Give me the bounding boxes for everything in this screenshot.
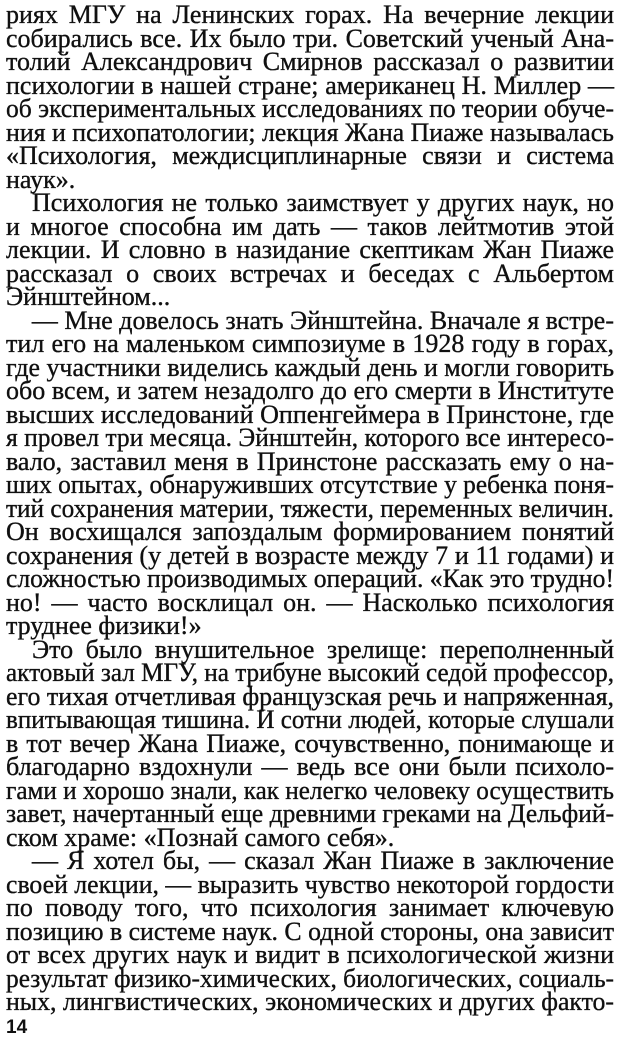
text-line: собирались все. Их было три. Советский ученый Ана-	[6, 23, 614, 53]
text-line: толий Александрович Смирнов рассказал о развитии	[6, 47, 614, 76]
text-line: сохранения (у детей в возрасте между 7 и 11 годами) и	[6, 540, 614, 570]
text-line: Психология не только заимствует у других наук, но	[32, 188, 614, 217]
text-line: впитывающая тишина. И сотни людей, которые слушали	[6, 705, 615, 734]
text-line: Это было внушительное зрелище: переполненный	[32, 634, 614, 664]
text-line: труднее физики!»	[6, 611, 202, 640]
text-line: Эйнштейном...	[6, 282, 171, 311]
text-line: ших опытах, обнаруживших отсутствие у ребенка поня-	[6, 470, 614, 499]
text-line: завет, начертанный еще древними греками на Дельфий-	[6, 799, 615, 828]
text-line: ния и психопатологии; лекция Жана Пиаже называлась	[6, 117, 614, 147]
text-line: рассказал о своих встречах и беседах с Альбертом	[6, 258, 614, 288]
text-line: но! — часто восклицал он. — Насколько психология	[6, 587, 614, 617]
text-line: риях МГУ на Ленинских горах. На вечерние лекции	[6, 0, 614, 29]
text-line: ском храме: «Познай самого себя».	[6, 822, 395, 852]
text-line: своей лекции, — выразить чувство некоторой гордости	[6, 869, 615, 899]
text-line: гами и хорошо знали, как нелегко человеку осуществить	[6, 775, 614, 805]
text-line: в тот вечер Жана Пиаже, сочувственно, понимающе и	[6, 728, 614, 758]
text-line: психологии в нашей стране; американец Н. Миллер —	[6, 70, 614, 100]
text-line: я провел три месяца. Эйнштейн, которого все интересо-	[6, 423, 614, 452]
text-line: от всех других наук и видит в психологической жизни	[6, 940, 614, 969]
text-line: вало, заставил меня в Принстоне рассказать ему о на-	[6, 446, 614, 476]
text-line: об экспериментальных исследованиях по теории обуче-	[6, 94, 615, 123]
text-line: наук».	[6, 164, 76, 194]
text-line: благодарно вздохнули — ведь все они были психоло-	[6, 752, 614, 781]
text-line: тий сохранения материи, тяжести, переменных величин.	[6, 493, 614, 523]
text-line: высших исследований Оппенгеймера в Принстоне, где	[6, 399, 614, 429]
text-line: где участники виделись каждый день и могли говорить	[6, 352, 615, 382]
text-line: его тихая отчетливая французская речь и напряженная,	[6, 681, 615, 711]
text-line: и многое способна им дать — таков лейтмотив этой	[6, 211, 614, 241]
text-line: ных, лингвистических, экономических и других факто-	[6, 987, 615, 1016]
text-line: «Психология, междисциплинарные связи и система	[6, 141, 614, 170]
text-line: результат физико-химических, биологических, социаль-	[6, 963, 615, 993]
text-line: Он восхищался запоздалым формированием понятий	[6, 517, 614, 546]
text-line: актовый зал МГУ, на трибуне высокий седой профессор,	[6, 658, 615, 687]
text-line: сложностью производимых операций. «Как это трудно!	[6, 564, 614, 593]
text-line: позицию в системе наук. С одной стороны, она зависит	[6, 916, 615, 946]
text-line: тил его на маленьком симпозиуме в 1928 году в горах,	[6, 329, 614, 358]
text-line: — Я хотел бы, — сказал Жан Пиаже в заключение	[32, 846, 614, 875]
page-number: 14	[6, 1017, 28, 1038]
text-line: — Мне довелось знать Эйнштейна. Вначале я встре-	[31, 305, 614, 335]
text-line: лекции. И словно в назидание скептикам Жан Пиаже	[6, 235, 614, 264]
book-page	[6, 0, 614, 1046]
text-line: обо всем, и затем незадолго до его смерти в Институте	[6, 376, 614, 405]
text-line: по поводу того, что психология занимает ключевую	[6, 893, 614, 922]
